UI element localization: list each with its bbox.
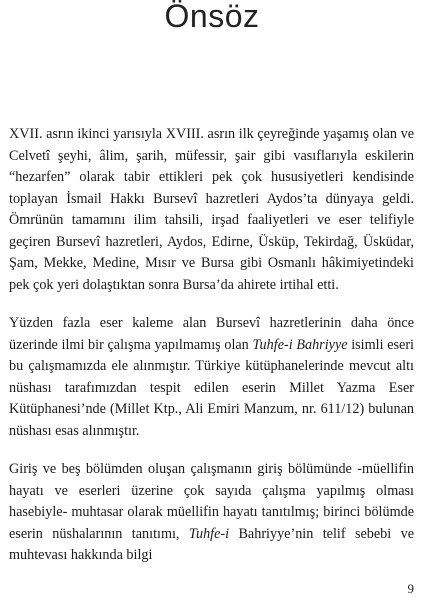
text-segment: isimli eseri bu çalışmamızda ele alınmıştır. Türkiye kütüphanelerinde mevcut altı nüshası tarafımızdan tespit edilen eserin Millet Yazma Eser Kütüphanesi’nde (Millet Ktp., Ali Emiri Manzum, nr. 611/12) bulunan nüshası esas alınmıştır. xyxy=(9,336,414,439)
paragraph-1 xyxy=(9,124,414,296)
page-title: Önsöz xyxy=(164,0,260,34)
text-segment: Giriş ve beş bölümden oluşan çalışmanın giriş bölümünde -müellifin hayatı ve eserleri üzerine çok sayıda çalışma yapılmış olması hasebiyle- muhtasar olarak müellifin hayatı tanıtılmış; birinci bölümde eserin nüshalarının tanıtımı, xyxy=(9,461,414,542)
book-title-italic: Tuhfe-i xyxy=(188,525,230,542)
page-number: 9 xyxy=(407,581,414,596)
text-segment: Yüzden fazla eser kaleme alan Bursevî hazretlerinin daha önce üzerinde ilmi bir çalışma yapılmamış olan xyxy=(9,315,414,353)
paragraph-3 xyxy=(9,459,414,567)
text-segment: XVII. asrın ikinci yarısıyla XVIII. asrın ilk çeyreğinde yaşamış olan ve Celvetî şeyhi, âlim, şarih, müfessir, şair gibi vasıflarıyla eskilerin “hezarfen” olarak tabir ettikleri pek çok hususiyetleri kendisinde toplayan İsmail Hakkı Bursevî hazretleri Aydos’ta dünyaya geldi. Ömrünün tamamını ilim tahsili, irşad faaliyetleri ve eser telifiyle geçiren Bursevî hazretleri, Aydos, Edirne, Üsküp, Tekirdağ, Üsküdar, Şam, Mekke, Medine, Mısır ve Bursa gibi Osmanlı hâkimiyetindeki pek çok yeri dolaştıktan sonra Bursa’da ahirete irtihal etti. xyxy=(9,126,414,293)
body-text xyxy=(9,124,414,584)
text-segment: Bahriyye’nin telif sebebi ve muhtevası hakkında bilgi xyxy=(9,525,414,563)
book-title-italic: Tuhfe-i Bahriyye xyxy=(252,336,348,353)
paragraph-2 xyxy=(9,313,414,442)
